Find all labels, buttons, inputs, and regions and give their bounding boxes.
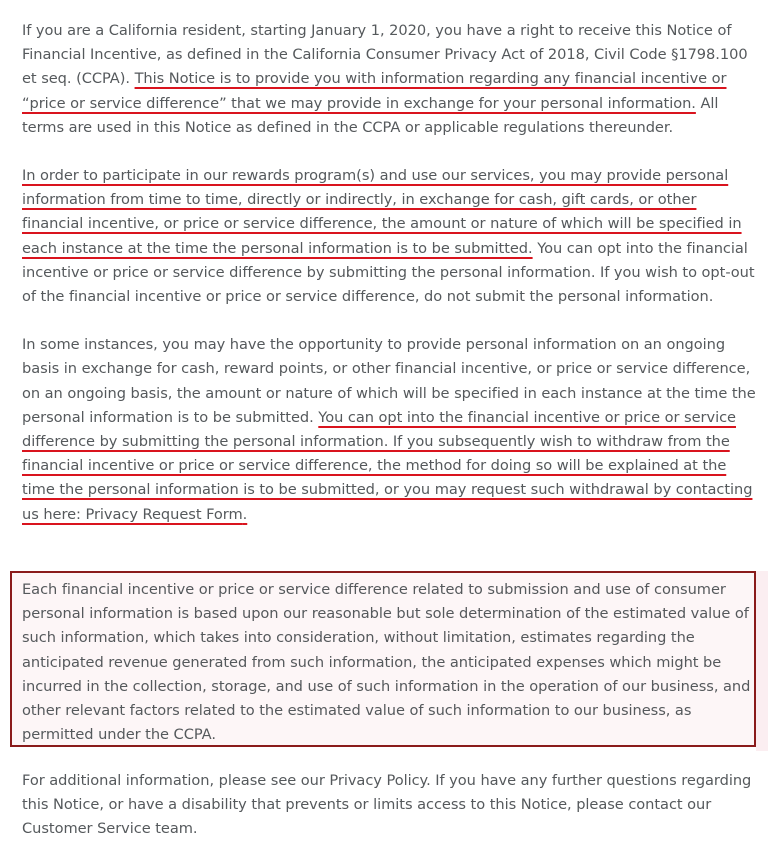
paragraph-ongoing [22,333,758,527]
paragraph-valuation: Each financial incentive or price or service difference related to submission and use of consumer personal information is based upon our reasonable but sole determination of the estimated value of such information, which takes into consideration, without limitation, estimates regarding the anticipated revenue generated from such information, the anticipated expenses which might be incurred in the collection, storage, and use of such information in the operation of our business, and other relevant factors related to the estimated value of such information to our business, as permitted under the CCPA. [22,581,751,744]
box-background-strip [756,571,768,751]
paragraph-text: In some instances, you may have the opportunity to provide personal information on an ongoing basis in exchange for cash, reward points, or other financial incentive, or price or service difference, on an ongoing basis, the amount or nature of which will be specified in each instance at the time the personal information is to be submitted. [22,336,756,426]
notice-body [22,19,758,551]
highlight-part: You can opt into the financial incentive or price or service difference by submitting the personal information. If you subsequently wish to withdraw from the financial incentive or price or service difference, the method for doing so will be explained at the time the personal information is to be submitted, or you may request such withdrawal by contacting us here: [22,408,753,523]
highlighted-text: In order to participate in our rewards program(s) and use our services, you may provide personal information from time to time, directly or indirectly, in exchange for cash, gift cards, or other financial incentive, or price or service difference, the amount or nature of which will be specified in each instance at the time the personal information is to be submitted. [22,167,742,257]
privacy-policy-link[interactable]: Privacy Policy [329,772,427,789]
highlighted-text: This Notice is to provide you with information regarding any financial incentive or “price or service difference” that we may provide in exchange for your personal information. [22,70,727,112]
intro-text: If you are a California resident, starting January 1, 2020, you have a right to receive this Notice of Financial Incentive, as defined in the California Consumer Privacy Act of 2018, Civil Code §1798.100 et seq. (CCPA). [22,22,748,88]
paragraph-intro [22,19,758,140]
paragraph-contact [22,769,752,842]
paragraph-text: You can opt into the financial incentive or price or service difference by submitting the personal information. If you wish to opt-out of the financial incentive or price or service difference, do not submit the personal information. [22,239,755,306]
highlight-end: . [242,505,248,523]
paragraph-rewards [22,164,758,309]
paragraph-text: . If you have any further questions regarding this Notice, or have a disability that prevents or limits access to this Notice, please contact our Customer Service team. [22,772,752,838]
paragraph-text: All terms are used in this Notice as defined in the CCPA or applicable regulations thereunder. [22,94,719,136]
privacy-request-form-link[interactable]: Privacy Request Form [85,505,243,523]
paragraph-text: For additional information, please see our [22,772,330,789]
